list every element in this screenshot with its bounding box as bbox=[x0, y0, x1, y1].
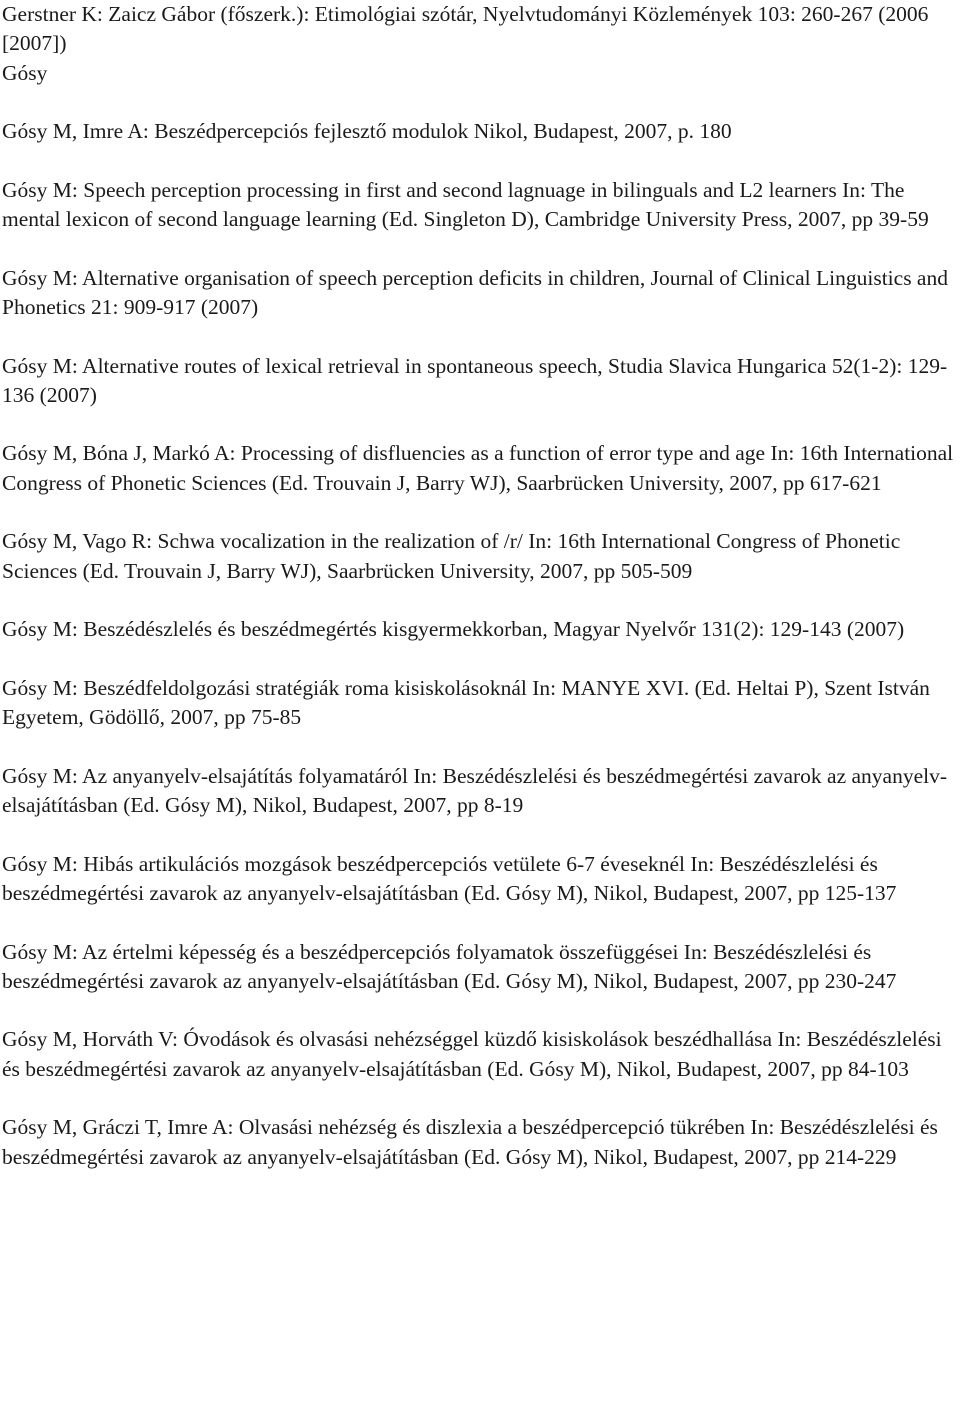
bibliography-entry: Gósy M: Hibás artikulációs mozgások beszédpercepciós vetülete 6-7 éveseknél In: Beszédészlelési és beszédmegértési zavarok az anyanyelv-elsajátításban (Ed. Gósy M), Nikol, Budapest, 2007, pp 125-137 bbox=[2, 851, 897, 905]
bibliography-entry: Gósy M: Alternative organisation of speech perception deficits in children, Journal of Clinical Linguistics and Phonetics 21: 909-917 (2007) bbox=[2, 265, 948, 319]
document-page bbox=[2, 0, 958, 1172]
intro-entry: Gerstner K: Zaicz Gábor (főszerk.): Etimológiai szótár, Nyelvtudományi Közlemények 103: 260-267 (2006 [2007]) bbox=[2, 2, 929, 56]
bibliography-entry: Gósy M: Beszédészlelés és beszédmegértés kisgyermekkorban, Magyar Nyelvőr 131(2): 129-143 (2007) bbox=[2, 617, 905, 642]
bibliography-entry: Gósy M, Bóna J, Markó A: Processing of disfluencies as a function of error type and age In: 16th International Congress of Phonetic Sciences (Ed. Trouvain J, Barry WJ), Saarbrücken University, 2007, pp 617-621 bbox=[2, 441, 954, 495]
section-heading: Gósy bbox=[2, 60, 48, 85]
bibliography-entry: Gósy M: Az értelmi képesség és a beszédpercepciós folyamatok összefüggései In: Beszédészlelési és beszédmegértési zavarok az anyanyelv-elsajátításban (Ed. Gósy M), Nikol, Budapest, 2007, pp 230-247 bbox=[2, 939, 897, 993]
bibliography-entry: Gósy M, Horváth V: Óvodások és olvasási nehézséggel küzdő kisiskolások beszédhallása In: Beszédészlelési és beszédmegértési zavarok az anyanyelv-elsajátításban (Ed. Gósy M), Nikol, Budapest, 2007, pp 84-103 bbox=[2, 1027, 942, 1081]
bibliography-entry: Gósy M: Beszédfeldolgozási stratégiák roma kisiskolásoknál In: MANYE XVI. (Ed. Heltai P), Szent István Egyetem, Gödöllő, 2007, pp 75-85 bbox=[2, 675, 930, 730]
bibliography-entry: Gósy M: Speech perception processing in first and second lagnuage in bilinguals and L2 learners In: The mental lexicon of second language learning (Ed. Singleton D), Cambridge University Press, 2007, pp 39-59 bbox=[2, 177, 929, 232]
bibliography-entry: Gósy M: Alternative routes of lexical retrieval in spontaneous speech, Studia Slavica Hungarica 52(1-2): 129-136 (2007) bbox=[2, 353, 948, 407]
bibliography-entry: Gósy M: Az anyanyelv-elsajátítás folyamatáról In: Beszédészlelési és beszédmegértési zavarok az anyanyelv-elsajátításban (Ed. Gósy M), Nikol, Budapest, 2007, pp 8-19 bbox=[2, 763, 948, 818]
bibliography-entry: Gósy M, Gráczi T, Imre A: Olvasási nehézség és diszlexia a beszédpercepció tükrében In: Beszédészlelési és beszédmegértési zavarok az anyanyelv-elsajátításban (Ed. Gósy M), Nikol, Budapest, 2007, pp 214-229 bbox=[2, 1115, 938, 1169]
bibliography-entry: Gósy M, Imre A: Beszédpercepciós fejlesztő modulok Nikol, Budapest, 2007, p. 180 bbox=[2, 119, 732, 144]
bibliography-entry: Gósy M, Vago R: Schwa vocalization in the realization of /r/ In: 16th International Congress of Phonetic Sciences (Ed. Trouvain J, Barry WJ), Saarbrücken University, 2007, pp 505-509 bbox=[2, 529, 901, 583]
